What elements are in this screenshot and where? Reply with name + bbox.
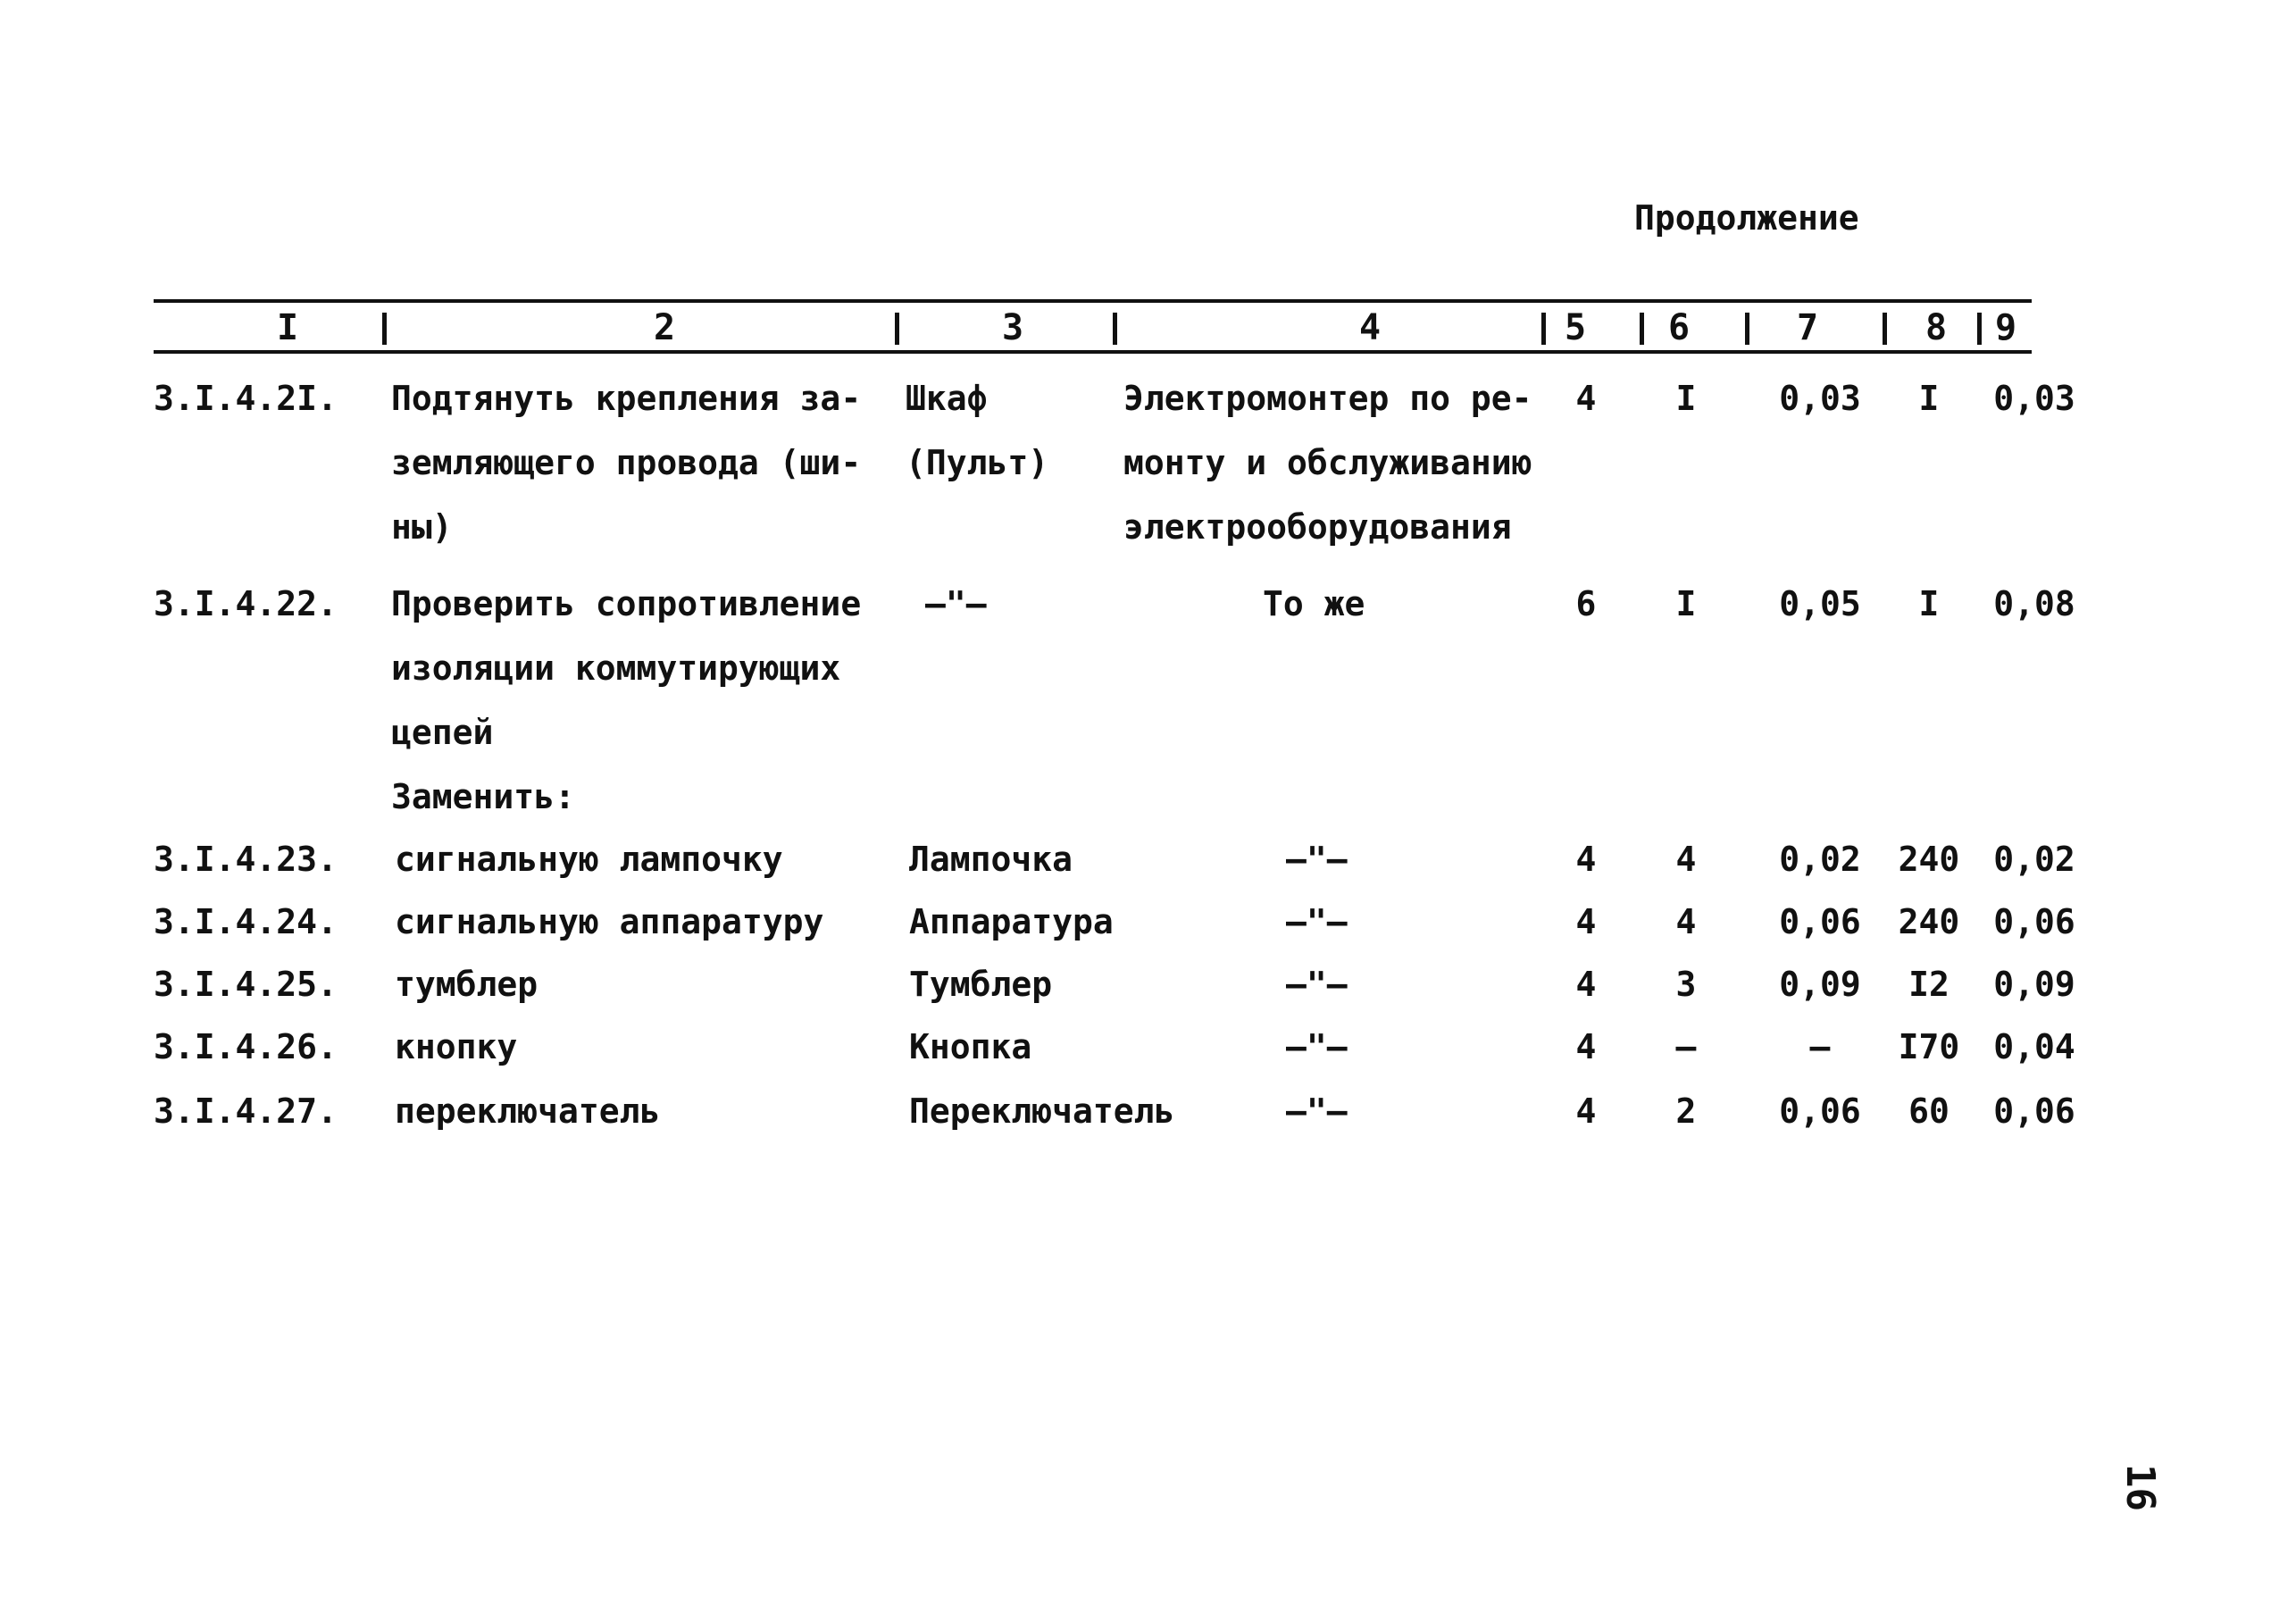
- row-action-line: цепей: [391, 713, 494, 752]
- row-col9: 0,08: [1993, 584, 2075, 623]
- row-col9: 0,09: [1993, 965, 2075, 1004]
- col-separator: [1745, 313, 1749, 345]
- col-separator: [382, 313, 387, 345]
- col-separator: [1113, 313, 1117, 345]
- row-col8: 240: [1898, 902, 1960, 941]
- row-performer-line: –"–: [1286, 1091, 1348, 1131]
- row-code: 3.I.4.26.: [154, 1027, 338, 1066]
- row-col6: I: [1675, 584, 1697, 623]
- row-action-line: тумблер: [395, 965, 539, 1004]
- row-col5: 4: [1575, 902, 1597, 941]
- row-action-line: сигнальную аппаратуру: [395, 902, 824, 941]
- row-object-line: Лампочка: [909, 840, 1073, 879]
- row-col7: 0,03: [1779, 379, 1861, 418]
- col-header-5: 5: [1565, 307, 1587, 348]
- row-col6: 2: [1675, 1091, 1697, 1131]
- row-code: 3.I.4.2I.: [154, 379, 338, 418]
- row-code: 3.I.4.27.: [154, 1091, 338, 1131]
- row-col5: 4: [1575, 1091, 1597, 1131]
- row-col6: –: [1675, 1027, 1697, 1066]
- table-header-bottom-rule: [154, 350, 2032, 354]
- row-code: 3.I.4.23.: [154, 840, 338, 879]
- col-header-1: I: [277, 307, 299, 348]
- page-number: 16: [2116, 1464, 2163, 1511]
- row-performer-line: –"–: [1286, 840, 1348, 879]
- row-col5: 6: [1575, 584, 1597, 623]
- row-object-line: Шкаф: [906, 379, 988, 418]
- row-object-line: Тумблер: [909, 965, 1053, 1004]
- row-col8: I2: [1908, 965, 1950, 1004]
- col-separator: [1977, 313, 1982, 345]
- row-col7: 0,02: [1779, 840, 1861, 879]
- col-header-2: 2: [654, 307, 676, 348]
- row-code: 3.I.4.25.: [154, 965, 338, 1004]
- col-header-8: 8: [1925, 307, 1948, 348]
- row-action-line: кнопку: [395, 1027, 518, 1066]
- row-col6: 3: [1675, 965, 1697, 1004]
- row-object-line: Аппаратура: [909, 902, 1114, 941]
- row-action-line: ны): [391, 507, 453, 547]
- row-action-line: Подтянуть крепления за-: [391, 379, 862, 418]
- row-col9: 0,04: [1993, 1027, 2075, 1066]
- continuation-label: Продолжение: [1634, 198, 1859, 238]
- row-col5: 4: [1575, 965, 1597, 1004]
- row-performer-line: –"–: [1286, 1027, 1348, 1066]
- row-performer-line: –"–: [1286, 965, 1348, 1004]
- row-code: 3.I.4.22.: [154, 584, 338, 623]
- row-object-line: –"–: [925, 584, 987, 623]
- row-performer-line: –"–: [1286, 902, 1348, 941]
- row-col5: 4: [1575, 840, 1597, 879]
- row-action-line: сигнальную лампочку: [395, 840, 783, 879]
- row-col8: I: [1918, 379, 1940, 418]
- row-object-line: Переключатель: [909, 1091, 1175, 1131]
- row-performer-line: электрооборудования: [1123, 507, 1512, 547]
- row-col7: 0,05: [1779, 584, 1861, 623]
- row-action-line: Заменить:: [391, 777, 575, 816]
- table-top-rule: [154, 299, 2032, 303]
- row-col6: 4: [1675, 902, 1697, 941]
- row-object-line: Кнопка: [909, 1027, 1032, 1066]
- col-separator: [1640, 313, 1644, 345]
- col-separator: [1883, 313, 1887, 345]
- row-col9: 0,06: [1993, 902, 2075, 941]
- row-action-line: изоляции коммутирующих: [391, 648, 841, 688]
- row-performer-line: монту и обслуживанию: [1123, 443, 1532, 482]
- row-action-line: переключатель: [395, 1091, 661, 1131]
- row-performer-line: Электромонтер по ре-: [1123, 379, 1532, 418]
- col-separator: [895, 313, 899, 345]
- row-col9: 0,02: [1993, 840, 2075, 879]
- row-action-line: Проверить сопротивление: [391, 584, 862, 623]
- row-col9: 0,03: [1993, 379, 2075, 418]
- col-header-6: 6: [1668, 307, 1691, 348]
- row-col7: 0,06: [1779, 1091, 1861, 1131]
- row-col9: 0,06: [1993, 1091, 2075, 1131]
- row-code: 3.I.4.24.: [154, 902, 338, 941]
- row-col7: 0,06: [1779, 902, 1861, 941]
- col-header-7: 7: [1797, 307, 1819, 348]
- col-header-9: 9: [1995, 307, 2017, 348]
- row-action-line: земляющего провода (ши-: [391, 443, 862, 482]
- row-col5: 4: [1575, 1027, 1597, 1066]
- row-object-line: (Пульт): [906, 443, 1049, 482]
- col-header-3: 3: [1002, 307, 1024, 348]
- row-col6: 4: [1675, 840, 1697, 879]
- row-col5: 4: [1575, 379, 1597, 418]
- row-col7: 0,09: [1779, 965, 1861, 1004]
- row-col6: I: [1675, 379, 1697, 418]
- row-col8: I: [1918, 584, 1940, 623]
- row-col8: 60: [1908, 1091, 1950, 1131]
- col-separator: [1541, 313, 1546, 345]
- row-col7: –: [1809, 1027, 1831, 1066]
- col-header-4: 4: [1359, 307, 1382, 348]
- row-col8: I70: [1898, 1027, 1960, 1066]
- row-col8: 240: [1898, 840, 1960, 879]
- row-performer-line: То же: [1263, 584, 1365, 623]
